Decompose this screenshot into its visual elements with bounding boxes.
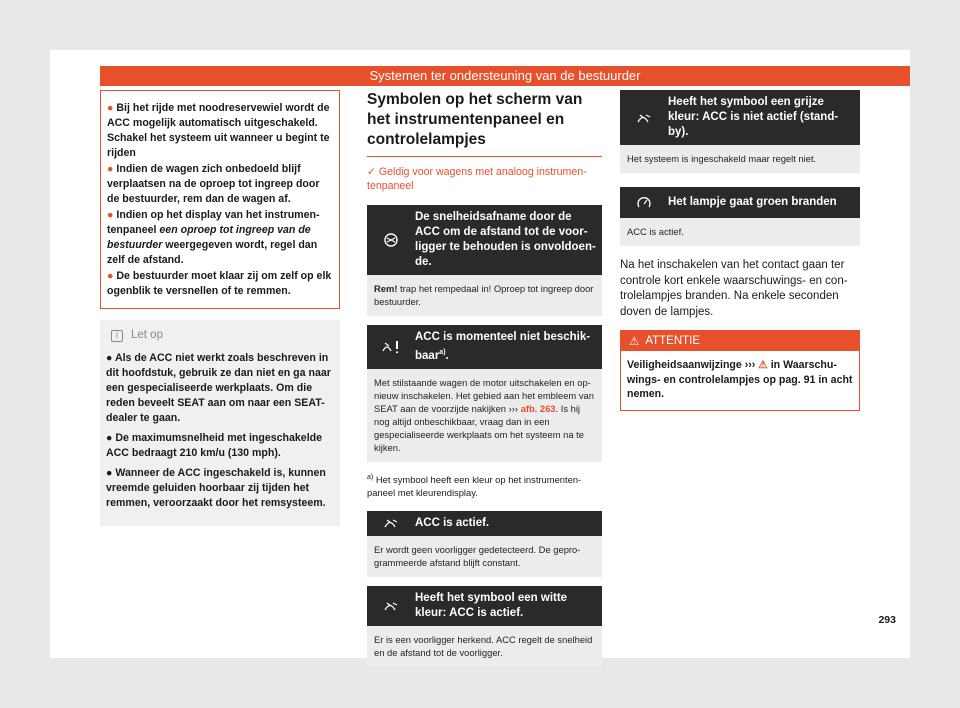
symbol-block bbox=[367, 325, 602, 462]
symbol-description: Met stilstaande wagen de motor uitschakelen en opnieuw inschakelen. Het gebied aan het embleem van SEAT aan de voorzijde nakijken ››› afb. 263. Is hij nog altijd onbeschikbaar, vraag dan in een gespecialiseerde werkplaats om het systeem na te kijken. bbox=[367, 369, 602, 462]
symbol-title: Heeft het symbool een grijze kleur: ACC is niet actief (stand-by). bbox=[668, 96, 839, 138]
symbol-title: Heeft het symbool een witte kleur: ACC is actief. bbox=[415, 591, 568, 619]
attention-box bbox=[620, 330, 860, 411]
symbol-title: Het lampje gaat groen branden bbox=[668, 196, 837, 208]
attention-header: ⚠ ATTENTIE bbox=[621, 331, 859, 351]
applicability-note: ✓ Geldig voor wagens met analoog instrumentenpaneel bbox=[367, 166, 587, 192]
note-title: Let op bbox=[131, 329, 163, 341]
symbol-title: ACC is momenteel niet beschikbaar$^{a)}$. bbox=[415, 331, 591, 362]
column-middle bbox=[367, 90, 602, 676]
body-paragraph: Na het inschakelen van het contact gaan ter controle kort enkele waarschuwings- en controlelampjes branden. Na enkele seconden doven de lampjes. bbox=[620, 259, 848, 318]
warning-item: ● Bij het rijde met noodreservewiel wordt de ACC mogelijk automatisch uitgeschakeld. Schakel het systeem uit wanneer u begint te rijden bbox=[107, 102, 330, 159]
symbol-description: ACC is actief. bbox=[620, 218, 860, 246]
symbol-title: ACC is actief. bbox=[415, 516, 490, 529]
symbol-block bbox=[620, 90, 860, 173]
acc-unavailable-icon bbox=[367, 339, 415, 355]
warning-item: ● De bestuurder moet klaar zij om zelf op elk ogenblik te versnellen of te remmen. bbox=[107, 270, 332, 297]
warning-item: ● Indien op het display van het instrumentenpaneel een oproep tot ingreep van de bestuurder weergegeven wordt, regel dan zelf de afstand. bbox=[107, 209, 320, 266]
figure-link[interactable]: afb. 263 bbox=[520, 402, 556, 414]
symbol-description: Er wordt geen voorligger gedetecteerd. De geprogrammeerde afstand blijft constant. bbox=[367, 536, 602, 577]
symbol-block bbox=[620, 187, 860, 246]
acc-brake-icon bbox=[367, 232, 415, 248]
footnote: $^{a)}$ Het symbool heeft een kleur op het instrumentenpaneel met kleurendisplay. bbox=[367, 473, 582, 498]
acc-active-icon bbox=[367, 516, 415, 530]
chapter-header: Systemen ter ondersteuning van de bestuurder bbox=[100, 66, 910, 86]
section-title: Symbolen op het scherm van het instrumentenpaneel en controlelampjes bbox=[367, 90, 602, 157]
note-item: ● De maximumsnelheid met ingeschakelde ACC bedraagt 210 km/u (130 mph). bbox=[106, 432, 322, 459]
acc-green-lamp-icon bbox=[620, 195, 668, 211]
symbol-description: Het systeem is ingeschakeld maar regelt niet. bbox=[620, 145, 860, 173]
note-item: ● Als de ACC niet werkt zoals beschreven in dit hoofdstuk, gebruik ze dan niet en ga naar een gespecialiseerde werkplaats. Om die reden beveelt SEAT aan om naar een SEAT-dealer te gaan. bbox=[106, 352, 331, 424]
column-right bbox=[620, 90, 860, 411]
warning-triangle-icon: ⚠ bbox=[758, 359, 768, 371]
warning-triangle-icon: ⚠ bbox=[629, 336, 640, 348]
symbol-description: Er is een voorligger herkend. ACC regelt de snelheid en de afstand tot de voorligger. bbox=[367, 626, 602, 667]
acc-standby-icon bbox=[620, 111, 668, 125]
warning-continuation-box bbox=[100, 90, 340, 309]
acc-active-white-icon bbox=[367, 599, 415, 613]
column-left bbox=[100, 90, 340, 526]
symbol-block bbox=[367, 586, 602, 667]
symbol-block bbox=[367, 511, 602, 577]
symbol-description: Rem! trap het rempedaal in! Oproep tot ingreep door bestuurder. bbox=[367, 275, 602, 316]
warning-item: ● Indien de wagen zich onbedoeld blijf verplaatsen na de oproep tot ingreep door de bestuurder, rem dan de wagen af. bbox=[107, 163, 320, 205]
note-header bbox=[106, 328, 334, 343]
symbol-title: De snelheidsafname door de ACC om de afstand tot de voorligger te behouden is onvoldoende. bbox=[415, 211, 596, 268]
info-icon: i bbox=[111, 330, 123, 342]
page-number: 293 bbox=[878, 614, 896, 626]
note-item: ● Wanneer de ACC ingeschakeld is, kunnen vreemde geluiden hoorbaar zij tijden het remmen, veroorzaakt door het remsysteem. bbox=[106, 467, 326, 509]
page-reference-link[interactable]: in Waarschuwings- en controlelampjes op pag. 91 bbox=[627, 359, 837, 386]
attention-body: Veiligheidsaanwijzinge ››› ⚠ in Waarschuwings- en controlelampjes op pag. 91 in acht nemen. bbox=[627, 359, 853, 400]
symbol-block bbox=[367, 205, 602, 316]
page bbox=[50, 50, 910, 658]
note-box bbox=[100, 320, 340, 526]
